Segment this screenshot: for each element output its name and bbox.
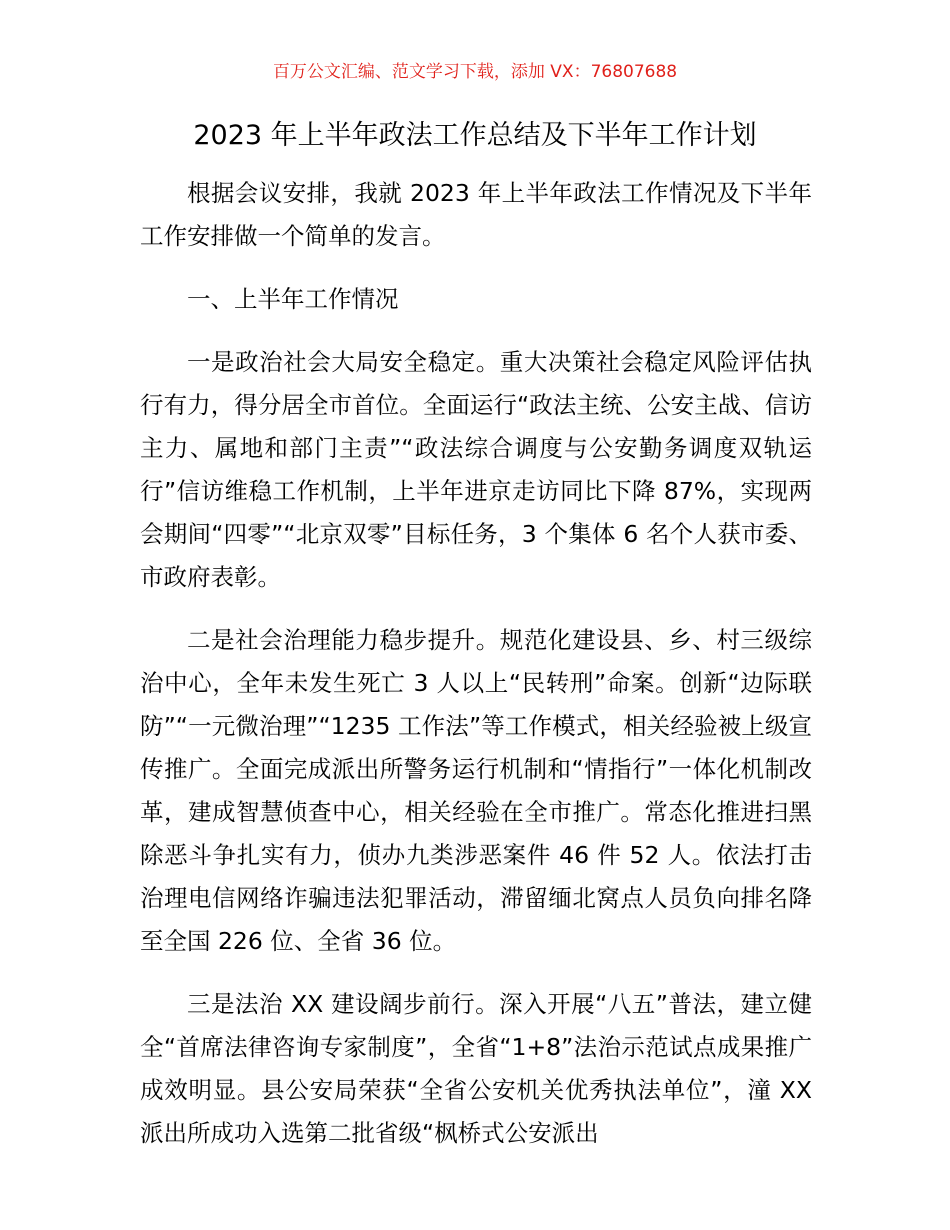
intro-paragraph: 根据会议安排，我就 2023 年上半年政法工作情况及下半年工作安排做一个简单的发言。 — [140, 179, 812, 250]
document-title: 2023 年上半年政法工作总结及下半年工作计划 — [193, 120, 757, 151]
watermark-banner: 百万公文汇编、范文学习下载，添加 VX：76807688 — [272, 62, 678, 82]
body-paragraph: 二是社会治理能力稳步提升。规范化建设县、乡、村三级综治中心，全年未发生死亡 3 人以上“民转刑”命案。创新“边际联防”“一元微治理”“1235 工作法”等工作模式，相关经验被上级宣传推广。全面完成派出所警务运行机制和“情指行”一体化机制改革，建成智慧侦查中心，相关经验在全市推广。常态化推进扫黑除恶斗争扎实有力，侦办九类涉恶案件 46 件 52 人。依法打击治理电信网络诈骗违法犯罪活动，滞留缅北窝点人员负向排名降至全国 226 位、全省 36 位。 — [140, 626, 812, 955]
body-paragraph: 一是政治社会大局安全稳定。重大决策社会稳定风险评估执行有力，得分居全市首位。全面运行“政法主统、公安主战、信访主力、属地和部门主责”“政法综合调度与公安勤务调度双轨运行”信访维稳工作机制，上半年进京走访同比下降 87%，实现两会期间“四零”“北京双零”目标任务，3 个集体 6 名个人获市委、市政府表彰。 — [140, 348, 812, 591]
body-paragraph: 三是法治 XX 建设阔步前行。深入开展“八五”普法，建立健全“首席法律咨询专家制度”，全省“1+8”法治示范试点成果推广成效明显。县公安局荣获“全省公安机关优秀执法单位”，潼 XX 派出所成功入选第二批省级“枫桥式公安派出 — [140, 990, 812, 1147]
section-heading: 一、上半年工作情况 — [187, 285, 399, 313]
document-body — [140, 172, 812, 1175]
